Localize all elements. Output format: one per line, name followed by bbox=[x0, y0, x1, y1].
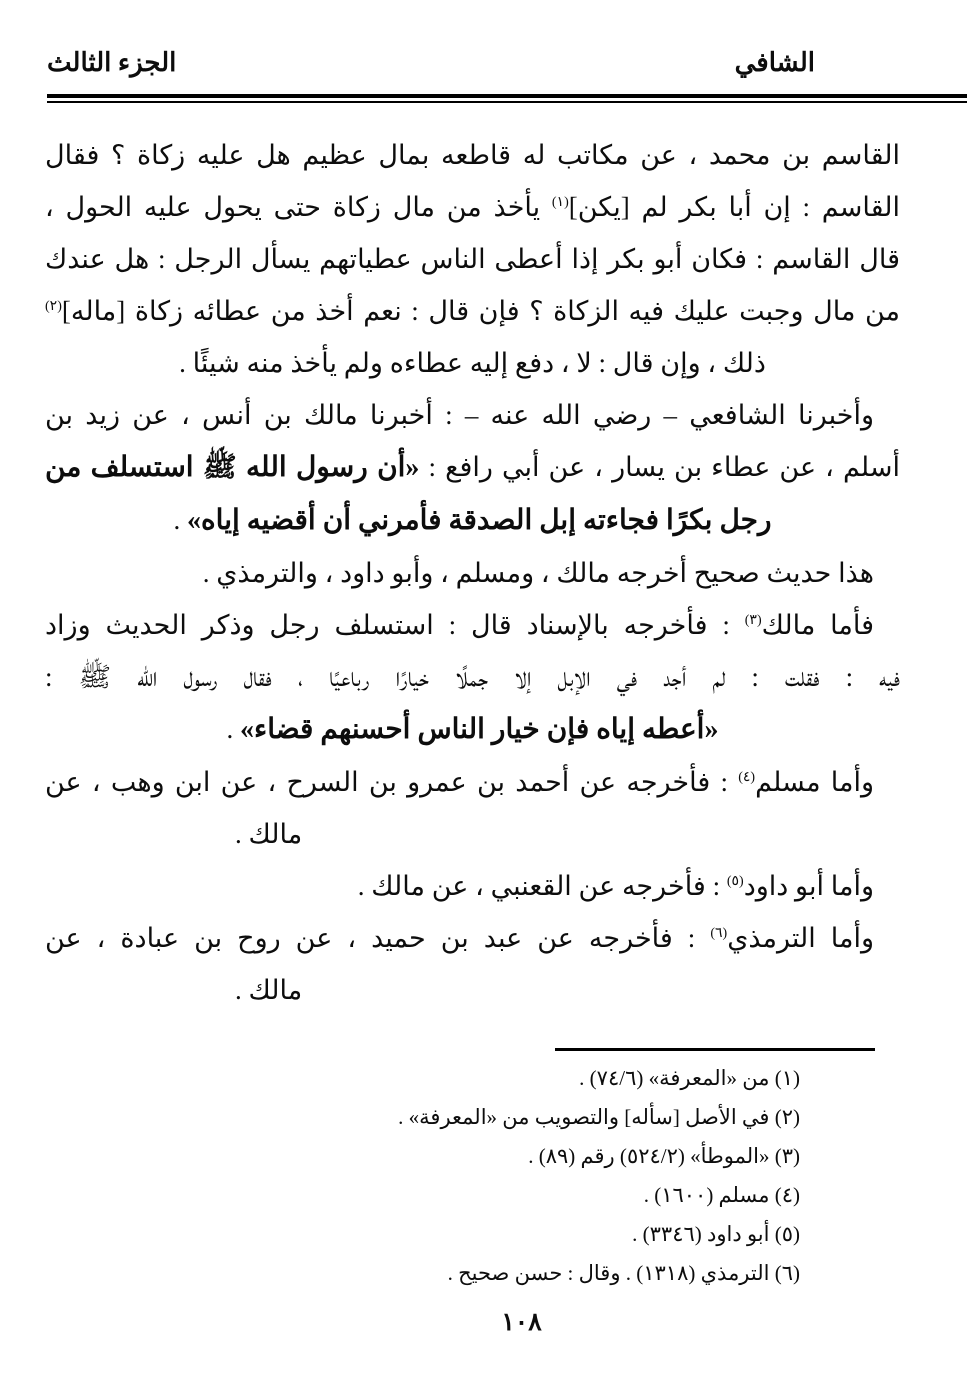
text-segment: القاسم : إن أبا بكر لم [يكن] bbox=[568, 192, 900, 222]
text-line bbox=[45, 441, 900, 494]
header-volume-title: الجزء الثالث bbox=[47, 48, 177, 77]
text-segment: . bbox=[226, 714, 241, 744]
footnote-marker: (٢) bbox=[45, 299, 62, 314]
text-segment: وأما مسلم bbox=[755, 767, 875, 797]
page-header bbox=[0, 0, 975, 80]
footnote-marker: (٦) bbox=[710, 926, 728, 941]
text-line bbox=[45, 860, 900, 912]
text-line bbox=[45, 703, 900, 756]
text-segment: فأما مالك bbox=[761, 610, 874, 640]
hadith-text: «أن رسول الله ﷺ استسلف من bbox=[45, 452, 420, 483]
header-double-rule bbox=[47, 94, 967, 103]
text-line bbox=[45, 233, 900, 285]
text-segment: مالك . bbox=[235, 975, 303, 1005]
text-segment: ذلك ، وإن قال : لا ، دفع إليه عطاءه ولم يأخذ منه شيئًا . bbox=[179, 348, 766, 378]
footnote-line: (٦) الترمذي (١٣١٨) . وقال : حسن صحيح . bbox=[447, 1261, 800, 1285]
footnote-line: (١) من «المعرفة» (٧٤/٦) . bbox=[579, 1066, 800, 1090]
text-line bbox=[45, 494, 900, 547]
text-segment: وأخبرنا الشافعي – رضي الله عنه – : أخبرنا مالك بن أنس ، عن زيد بن bbox=[45, 400, 874, 430]
hadith-text: «أعطه إياه فإن خيار الناس أحسنهم قضاء» bbox=[240, 714, 719, 745]
text-line bbox=[45, 389, 900, 441]
text-segment: من مال وجبت عليك فيه الزكاة ؟ فإن قال : نعم أخذ من عطائه زكاة [ماله] bbox=[61, 296, 900, 326]
text-line bbox=[45, 285, 900, 337]
footnote-marker: (١) bbox=[551, 195, 569, 210]
footnote-line: (٢) في الأصل [سأله] والتصويب من «المعرفة» . bbox=[398, 1105, 800, 1129]
text-segment: مالك . bbox=[235, 819, 303, 849]
text-segment: القاسم بن محمد ، عن مكاتب له قاطعه بمال عظيم هل عليه زكاة ؟ فقال bbox=[45, 140, 900, 170]
text-segment: وأما أبو داود bbox=[743, 871, 874, 901]
text-line bbox=[45, 808, 900, 860]
text-line bbox=[45, 547, 900, 599]
text-segment: أسلم ، عن عطاء بن يسار ، عن أبي رافع : bbox=[419, 452, 900, 482]
text-segment: . bbox=[173, 505, 188, 535]
text-line bbox=[45, 756, 900, 808]
text-segment: : فأخرجه عن القعنبي ، عن مالك . bbox=[357, 871, 727, 901]
text-segment: يأخذ من مال زكاة حتى يحول عليه الحول ، bbox=[45, 192, 552, 222]
header-book-title: الشافي bbox=[734, 48, 815, 77]
body-text bbox=[45, 129, 900, 1016]
footnote-marker: (٥) bbox=[726, 874, 744, 889]
footnote-line: (٣) «الموطأ» (٥٢٤/٢) رقم (٨٩) . bbox=[528, 1144, 800, 1168]
text-line bbox=[45, 129, 900, 181]
text-segment: وأما الترمذي bbox=[727, 923, 874, 953]
text-segment: فيه : فقلت : لم أجد في الإبل إلا جملًا خيارًا رباعيًا ، فقال رسول الله ﷺ : bbox=[45, 662, 900, 692]
footnotes-list bbox=[45, 1059, 800, 1293]
text-line bbox=[45, 599, 900, 651]
footnote-line: (٥) أبو داود (٣٣٤٦) . bbox=[632, 1222, 800, 1246]
text-line bbox=[45, 912, 900, 964]
hadith-text: رجل بكرًا فجاءته إبل الصدقة فأمرني أن أقضيه إياه» bbox=[187, 505, 772, 536]
text-segment: هذا حديث صحيح أخرجه مالك ، ومسلم ، وأبو داود ، والترمذي . bbox=[202, 558, 874, 588]
text-segment: : فأخرجه عن عبد بن حميد ، عن روح بن عبادة ، عن bbox=[45, 923, 711, 953]
text-line bbox=[45, 337, 900, 389]
page-number: ١٠٨ bbox=[501, 1309, 542, 1336]
text-line bbox=[45, 964, 900, 1016]
text-segment: قال القاسم : فكان أبو بكر إذا أعطى الناس عطياتهم يسأل الرجل : هل عندك bbox=[45, 244, 900, 274]
footnote-marker: (٤) bbox=[738, 770, 756, 785]
footnote-separator-rule bbox=[555, 1048, 875, 1051]
text-line bbox=[45, 651, 900, 703]
text-segment: : فأخرجه بالإسناد قال : استسلف رجل وذكر الحديث وزاد bbox=[45, 610, 745, 640]
footnote-line: (٤) مسلم (١٦٠٠) . bbox=[643, 1183, 800, 1207]
text-segment: : فأخرجه عن أحمد بن عمرو بن السرح ، عن ابن وهب ، عن bbox=[45, 767, 739, 797]
footnote-marker: (٣) bbox=[744, 613, 762, 628]
text-line bbox=[45, 181, 900, 233]
